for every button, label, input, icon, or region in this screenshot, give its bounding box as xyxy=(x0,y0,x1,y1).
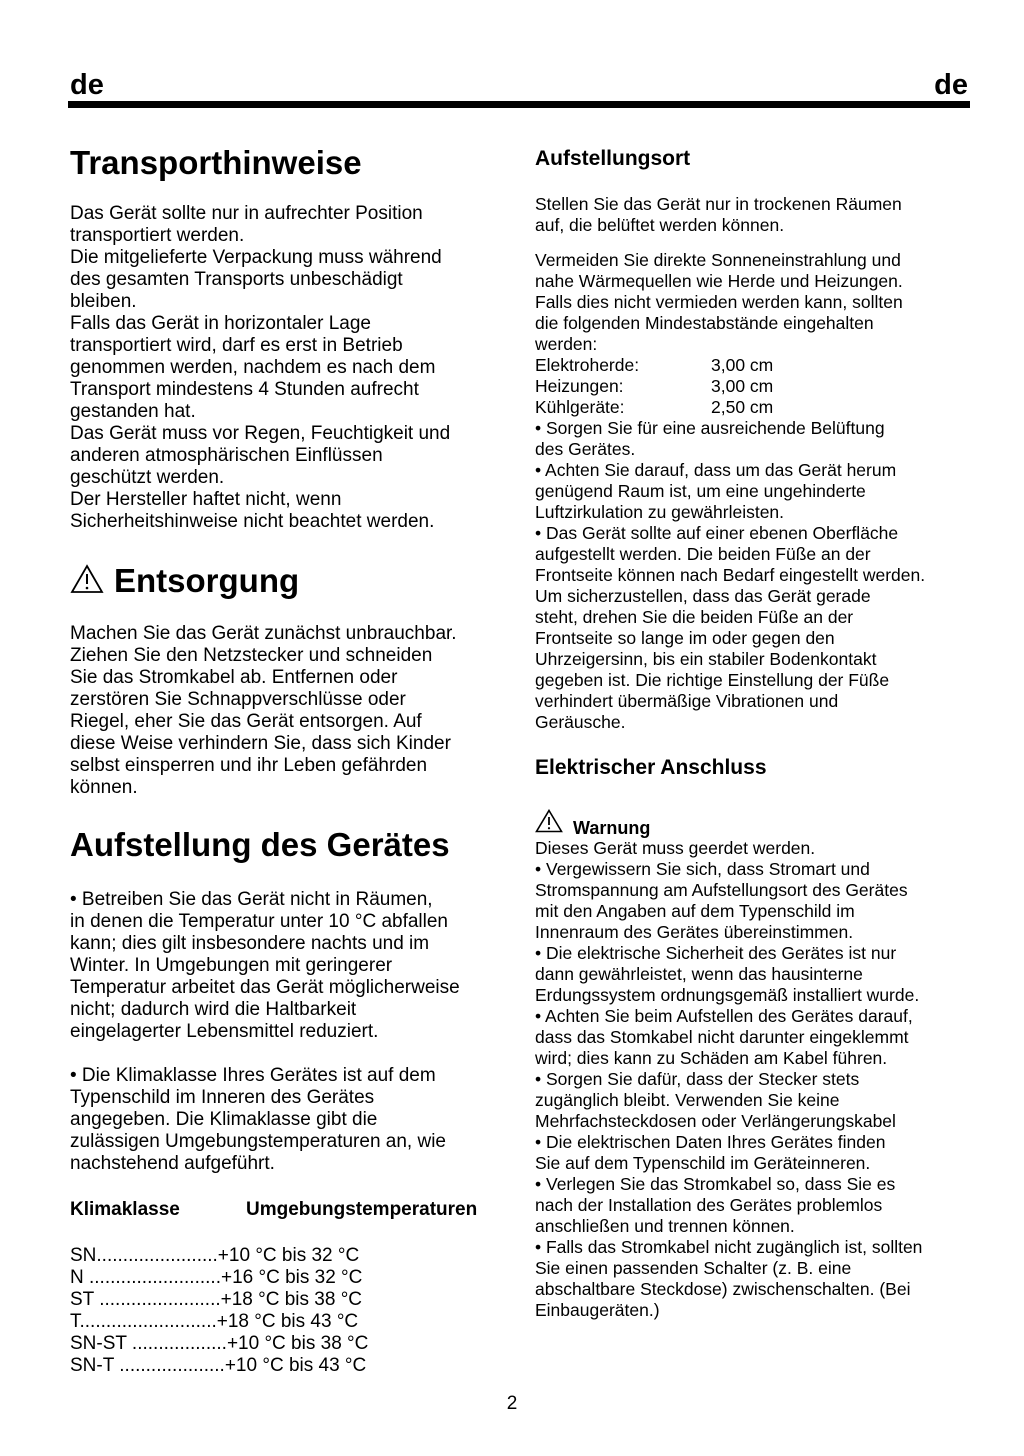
klima-row: ST .......................+18 °C bis 38 °C xyxy=(70,1289,363,1310)
aufstellungsort-heading: Aufstellungsort xyxy=(535,147,691,170)
aufstellung-bullet-1: • Betreiben Sie das Gerät nicht in Räumen, in denen die Temperatur unter 10 °C abfallen kann; dies gilt insbesondere nachts und im Winter. In Umgebungen mit geringerer Temperatur arbeitet das Gerät möglicherweise nicht; dadurch wird die Haltbarkeit eingelagerter Lebensmittel reduziert. xyxy=(70,889,460,1042)
distance-row xyxy=(535,376,773,397)
distance-label: Heizungen: xyxy=(535,376,624,396)
klima-header-class: Klimaklasse xyxy=(70,1199,180,1220)
klima-row: SN-ST ..................+10 °C bis 38 °C xyxy=(70,1333,369,1354)
aufstellungsort-bullets: • Sorgen Sie für eine ausreichende Belüftung des Gerätes. • Achten Sie darauf, dass um das Gerät herum genügend Raum ist, um eine ungehinderte Luftzirkulation zu gewährleisten. • Das Gerät sollte auf einer ebenen Oberfläche aufgestellt werden. Die beiden Füße an der Frontseite können nach Bedarf eingestellt werden. Um sicherzustellen, dass das Gerät gerade steht, drehen Sie die beiden Füße an der Frontseite so lange im oder gegen den Uhrzeigersinn, bis ein stabiler Bodenkontakt gegeben ist. Die richtige Einstellung der Füße verhindert übermäßige Vibrationen und Geräusche. xyxy=(535,418,926,732)
page-header xyxy=(68,68,970,108)
aufstellung-bullet-2: • Die Klimaklasse Ihres Gerätes ist auf dem Typenschild im Inneren des Gerätes angegeben. Die Klimaklasse gibt die zulässigen Umgebungstemperaturen an, wie nachstehend aufgeführt. xyxy=(70,1065,446,1174)
distance-value: 3,00 cm xyxy=(711,355,774,375)
warning-triangle-icon xyxy=(535,809,563,838)
klima-row: T..........................+18 °C bis 43 °C xyxy=(70,1311,359,1332)
distance-value: 2,50 cm xyxy=(711,397,774,417)
distance-label: Kühlgeräte: xyxy=(535,397,625,417)
distance-row xyxy=(535,397,773,418)
aufstellungsort-text-2: Vermeiden Sie direkte Sonneneinstrahlung und nahe Wärmequellen wie Herde und Heizungen. Falls dies nicht vermieden werden kann, sollten die folgenden Mindestabstände eingehalten werden: xyxy=(535,250,903,354)
klima-row: SN-T ....................+10 °C bis 43 °C xyxy=(70,1355,367,1376)
left-column xyxy=(70,140,510,1377)
warning-triangle-icon xyxy=(70,564,104,599)
warning-heading-row xyxy=(535,809,975,838)
warning-title: Warnung xyxy=(573,818,651,838)
elektrisch-heading: Elektrischer Anschluss xyxy=(535,756,767,779)
transport-heading: Transporthinweise xyxy=(70,144,362,181)
right-column xyxy=(535,140,975,1321)
klima-table-header xyxy=(70,1199,510,1221)
page-number: 2 xyxy=(506,1393,518,1414)
entsorgung-text: Machen Sie das Gerät zunächst unbrauchbar. Ziehen Sie den Netzstecker und schneiden Sie das Stromkabel ab. Entfernen oder zerstören Sie Schnappverschlüsse oder Riegel, eher Sie das Gerät entsorgen. Auf diese Weise verhindern Sie, dass sich Kinder selbst einsperren und ihr Leben gefährden können. xyxy=(70,623,457,798)
entsorgung-heading: Entsorgung xyxy=(114,562,300,599)
klima-row: SN.......................+10 °C bis 32 °C xyxy=(70,1245,360,1266)
distance-value: 3,00 cm xyxy=(711,376,774,396)
aufstellung-heading: Aufstellung des Gerätes xyxy=(70,826,450,863)
klima-header-temp: Umgebungstemperaturen xyxy=(246,1199,478,1220)
elektrisch-text: Dieses Gerät muss geerdet werden. • Vergewissern Sie sich, dass Stromart und Stromspannung am Aufstellungsort des Gerätes mit den Angaben auf dem Typenschild im Innenraum des Gerätes übereinstimmen. • Die elektrische Sicherheit des Gerätes ist nur dann gewährleistet, wenn das hausinterne Erdungssystem ordnungsgemäß installiert wurde. • Achten Sie beim Aufstellen des Gerätes darauf, dass das Stomkabel nicht darunter eingeklemmt wird; dies kann zu Schäden am Kabel führen. • Sorgen Sie dafür, dass der Stecker stets zugänglich bleibt. Verwenden Sie keine Mehrfachsteckdosen oder Verlängerungskabel • Die elektrischen Daten Ihres Gerätes finden Sie auf dem Typenschild im Geräteinneren. • Verlegen Sie das Stromkabel so, dass Sie es nach der Installation des Gerätes problemlos anschließen und trennen können. • Falls das Stromkabel nicht zugänglich ist, sollten Sie einen passenden Schalter (z. B. eine abschaltbare Steckdose) zwischenschalten. (Bei Einbaugeräten.) xyxy=(535,838,923,1320)
transport-text: Das Gerät sollte nur in aufrechter Position transportiert werden. Die mitgelieferte Verpackung muss während des gesamten Transports unbeschädigt bleiben. Falls das Gerät in horizontaler Lage transportiert wird, darf es erst in Betrieb genommen werden, nachdem es nach dem Transport mindestens 4 Stunden aufrecht gestanden hat. Das Gerät muss vor Regen, Feuchtigkeit und anderen atmosphärischen Einflüssen geschützt werden. Der Hersteller haftet nicht, wenn Sicherheitshinweise nicht beachtet werden. xyxy=(70,203,451,532)
language-label-left: de xyxy=(70,69,104,101)
header-rule xyxy=(68,101,970,108)
distance-table xyxy=(535,355,773,418)
distance-label: Elektroherde: xyxy=(535,355,640,375)
klima-row: N .........................+16 °C bis 32 °C xyxy=(70,1267,363,1288)
language-label-right: de xyxy=(934,69,968,101)
entsorgung-heading-row xyxy=(70,561,510,601)
klima-table xyxy=(70,1245,510,1377)
aufstellungsort-text-1: Stellen Sie das Gerät nur in trockenen Räumen auf, die belüftet werden können. xyxy=(535,194,902,235)
distance-row xyxy=(535,355,773,376)
